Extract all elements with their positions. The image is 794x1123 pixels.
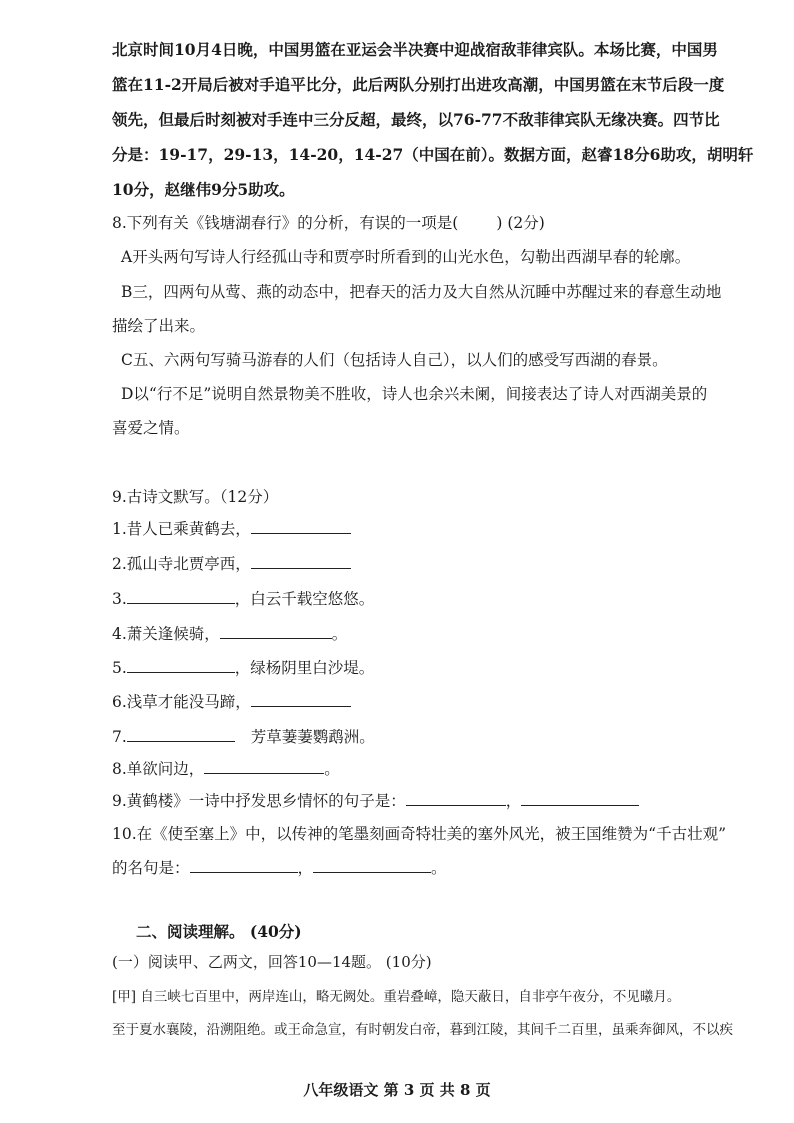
q9-item-4: [112, 622, 347, 644]
passage-jia-line-2: 至于夏水襄陵，沿溯阻绝。或王命急宣，有时朝发白帝，暮到江陵，其间千二百里，虽乘奔御风，不以疾: [112, 1022, 733, 1038]
q8-option-b-cont: 描绘了出来。: [112, 317, 206, 335]
q9-item-9-blank-2[interactable]: [521, 791, 639, 806]
q9-item-1: [112, 517, 351, 539]
news-line-1: 北京时间10月4日晚，中国男篮在亚运会半决赛中迎战宿敌菲律宾队。本场比赛，中国男: [112, 40, 718, 59]
q9-item-8-text: 8.单欲问边，: [112, 760, 205, 778]
q9-item-2: [112, 552, 351, 574]
q9-item-5-blank[interactable]: [127, 658, 235, 673]
q9-item-6-blank[interactable]: [251, 692, 351, 707]
q8-option-a: A开头两句写诗人行经孤山寺和贾亭时所看到的山光水色，勾勒出西湖早春的轮廓。: [121, 248, 691, 266]
q9-item-1-text: 1.昔人已乘黄鹤去，: [112, 520, 251, 538]
q8-option-b: B三，四两句从莺、燕的动态中，把春天的活力及大自然从沉睡中苏醒过来的春意生动地: [121, 283, 722, 301]
q9-title: 9.古诗文默写。（12分）: [112, 488, 279, 506]
q9-item-5: [112, 656, 374, 678]
q9-item-10-line1: 10.在《使至塞上》中，以传神的笔墨刻画奇特壮美的塞外风光，被王国维赞为“千古壮观”: [112, 825, 727, 843]
section-2-title: 二、阅读理解。 (40分): [136, 922, 302, 941]
q9-item-2-blank[interactable]: [251, 554, 351, 569]
q9-item-8-end: 。: [324, 760, 340, 778]
q9-item-4-end: 。: [331, 625, 348, 643]
q9-item-7: [112, 725, 375, 747]
page-footer: 八年级语文 第 3 页 共 8 页: [303, 1081, 491, 1099]
q9-item-10-blank-1[interactable]: [190, 858, 298, 873]
q9-item-9-text: 9.黄鹤楼》一诗中抒发思乡情怀的句子是：: [112, 792, 406, 810]
q9-item-6-text: 6.浅草才能没马蹄，: [112, 693, 251, 711]
q9-item-3-blank[interactable]: [127, 589, 235, 604]
q9-item-1-blank[interactable]: [251, 519, 351, 534]
q9-item-8: [112, 757, 340, 779]
q9-item-9-blank-1[interactable]: [406, 791, 506, 806]
q9-item-2-text: 2.孤山寺北贾亭西，: [112, 555, 251, 573]
q8-option-c: C五、六两句写骑马游春的人们（包括诗人自己），以人们的感受写西湖的春景。: [121, 351, 668, 369]
q9-item-7-blank[interactable]: [127, 727, 235, 742]
passage-jia-line-1: [甲] 自三峡七百里中，两岸连山，略无阙处。重岩叠嶂，隐天蔽日，自非亭午夜分，不见曦月。: [112, 989, 681, 1005]
q9-item-5-num: 5.: [112, 659, 127, 677]
q8-stem-end: ) (2分): [496, 214, 545, 232]
news-line-4: 分是：19-17，29-13，14-20，14-27（中国在前）。数据方面，赵睿18分6助攻，胡明轩: [112, 145, 754, 164]
q9-item-5-text: ，绿杨阴里白沙堤。: [234, 659, 375, 677]
q9-item-10-end: 。: [431, 859, 447, 877]
q9-item-3-num: 3.: [112, 590, 127, 608]
q8-stem: [112, 211, 545, 233]
q8-option-d: D以“行不足”说明自然景物美不胜收，诗人也余兴未阑，间接表达了诗人对西湖美景的: [121, 385, 708, 403]
q9-item-9-comma: ，: [505, 792, 522, 810]
q9-item-8-blank[interactable]: [204, 759, 324, 774]
q9-item-10-blank-2[interactable]: [313, 858, 431, 873]
q9-item-7-text: 芳草萋萋鹦鹉洲。: [250, 728, 375, 746]
news-line-2: 篮在11-2开局后被对手追平比分，此后两队分别打出进攻高潮，中国男篮在末节后段一度: [112, 75, 725, 94]
q9-item-10-line2: [112, 856, 447, 878]
q9-item-10-comma: ，: [297, 859, 314, 877]
q9-item-9: [112, 789, 639, 811]
q9-item-3-text: ，白云千载空悠悠。: [234, 590, 375, 608]
q8-option-d-cont: 喜爱之情。: [112, 419, 190, 437]
news-line-3: 领先，但最后时刻被对手连中三分反超，最终，以76-77不敌菲律宾队无缘决赛。四节比: [112, 110, 720, 129]
news-line-5: 10分，赵继伟9分5助攻。: [112, 180, 295, 199]
q9-item-4-blank[interactable]: [220, 624, 332, 639]
section-2-subtitle: (一）阅读甲、乙两文，回答10—14题。 (10分): [112, 953, 432, 971]
q9-item-3: [112, 587, 374, 609]
q9-item-10-text: 的名句是：: [112, 859, 190, 877]
q9-item-4-text: 4.萧关逢候骑，: [112, 625, 220, 643]
q9-item-7-num: 7.: [112, 728, 127, 746]
q8-stem-text: 8.下列有关《钱塘湖春行》的分析，有误的一项是(: [112, 214, 459, 232]
q9-item-6: [112, 690, 351, 712]
